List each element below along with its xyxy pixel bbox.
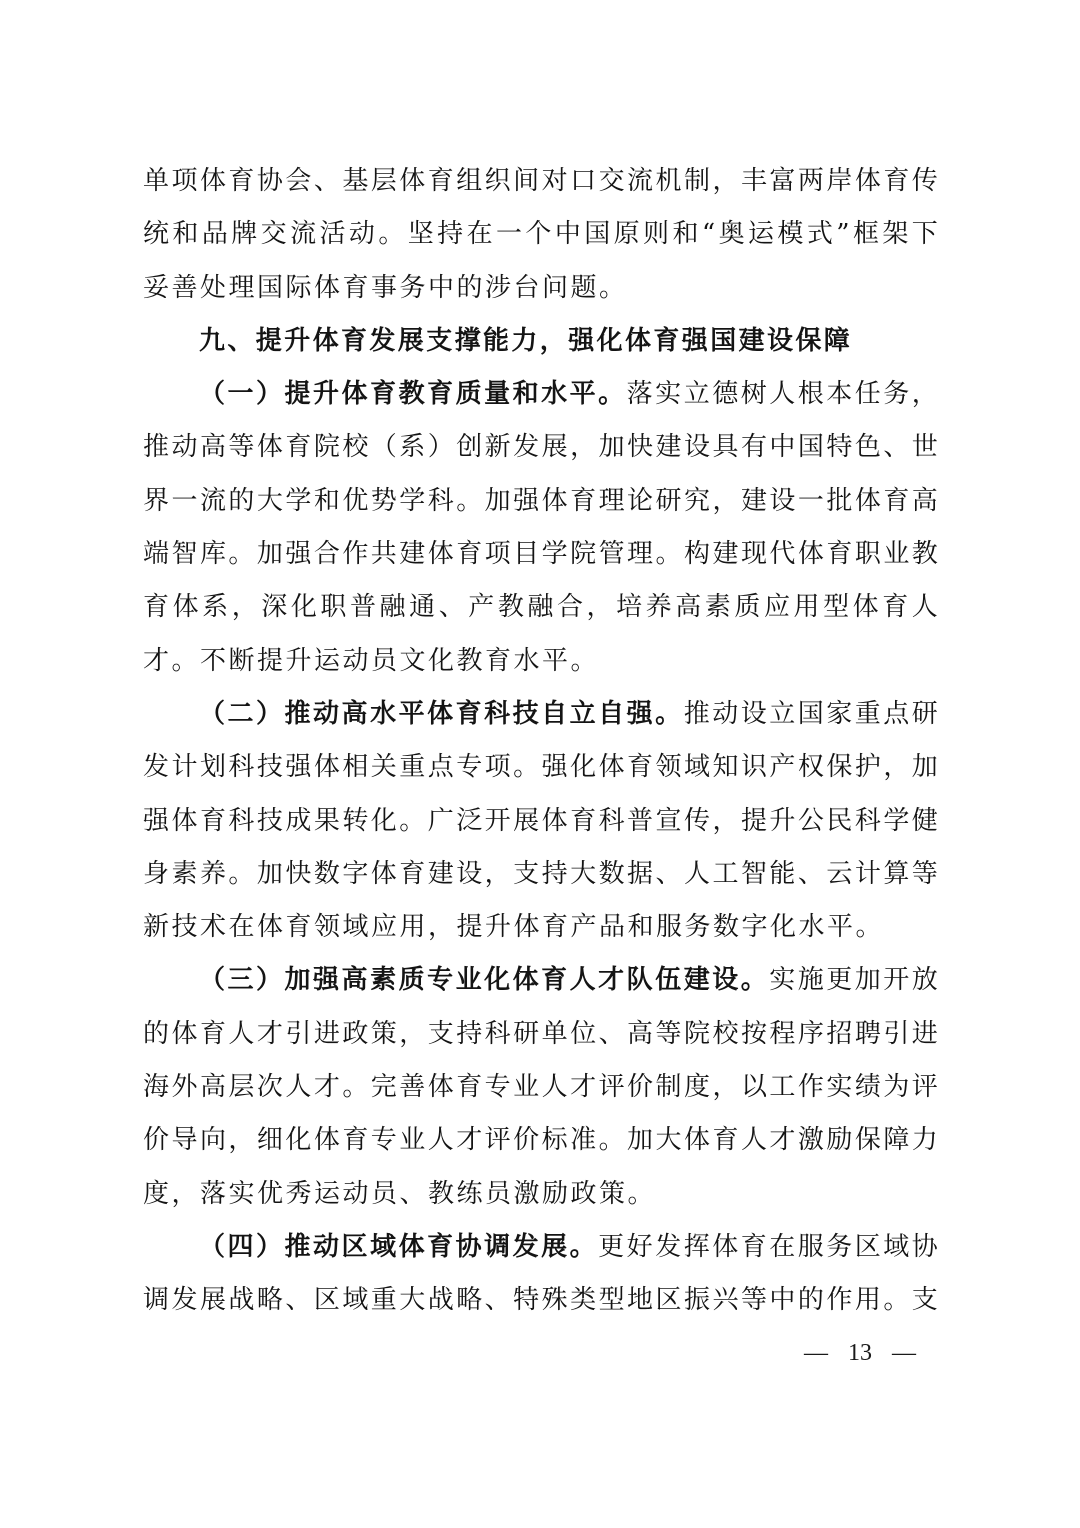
body-line: 妥善处理国际体育事务中的涉台问题。 [143, 272, 628, 303]
subsection-lead: （二）推动高水平体育科技自立自强。 [199, 698, 684, 729]
body-line: 调发展战略、区域重大战略、特殊类型地区振兴等中的作用。支 [143, 1285, 940, 1316]
body-line: 单项体育协会、基层体育组织间对口交流机制，丰富两岸体育传 [143, 166, 940, 196]
body-line: 度，落实优秀运动员、教练员激励政策。 [143, 1178, 657, 1209]
body-line: 才。不断提升运动员文化教育水平。 [143, 645, 600, 676]
body-text [143, 155, 940, 1328]
body-line: 发计划科技强体相关重点专项。强化体育领域知识产权保护，加 [143, 752, 940, 783]
body-line: 统和品牌交流活动。坚持在一个中国原则和“奥运模式”框架下 [143, 219, 940, 250]
subsection-text: 更好发挥体育在服务区域协 [598, 1231, 940, 1262]
body-line: 的体育人才引进政策，支持科研单位、高等院校按程序招聘引进 [143, 1018, 940, 1049]
body-line: 界一流的大学和优势学科。加强体育理论研究，建设一批体育高 [143, 485, 940, 516]
subsection-lead: （四）推动区域体育协调发展。 [199, 1231, 599, 1262]
subsection-first-line [143, 368, 940, 421]
subsection-first-line [143, 954, 940, 1007]
subsection-text: 实施更加开放 [769, 965, 940, 996]
body-line: 身素养。加快数字体育建设，支持大数据、人工智能、云计算等 [143, 858, 940, 889]
body-line: 海外高层次人才。完善体育专业人才评价制度，以工作实绩为评 [143, 1072, 940, 1103]
subsection-lead: （一）提升体育教育质量和水平。 [199, 379, 627, 410]
body-line: 强体育科技成果转化。广泛开展体育科普宣传，提升公民科学健 [143, 805, 940, 836]
body-line: 推动高等体育院校（系）创新发展，加快建设具有中国特色、世 [143, 432, 940, 463]
subsection-first-line [143, 688, 940, 741]
body-line: 新技术在体育领域应用，提升体育产品和服务数字化水平。 [143, 912, 885, 943]
page-number: — 13 — [804, 1340, 916, 1366]
body-line: 价导向，细化体育专业人才评价标准。加大体育人才激励保障力 [143, 1125, 940, 1156]
subsection-text: 落实立德树人根本任务， [626, 379, 940, 410]
body-line: 端智库。加强合作共建体育项目学院管理。构建现代体育职业教 [143, 539, 940, 570]
subsection-text: 推动设立国家重点研 [683, 698, 940, 729]
body-line: 育体系，深化职普融通、产教融合，培养高素质应用型体育人 [143, 592, 940, 623]
section-heading: 九、提升体育发展支撑能力，强化体育强国建设保障 [199, 325, 853, 356]
subsection-lead: （三）加强高素质专业化体育人才队伍建设。 [199, 965, 770, 996]
subsection-first-line [143, 1221, 940, 1274]
